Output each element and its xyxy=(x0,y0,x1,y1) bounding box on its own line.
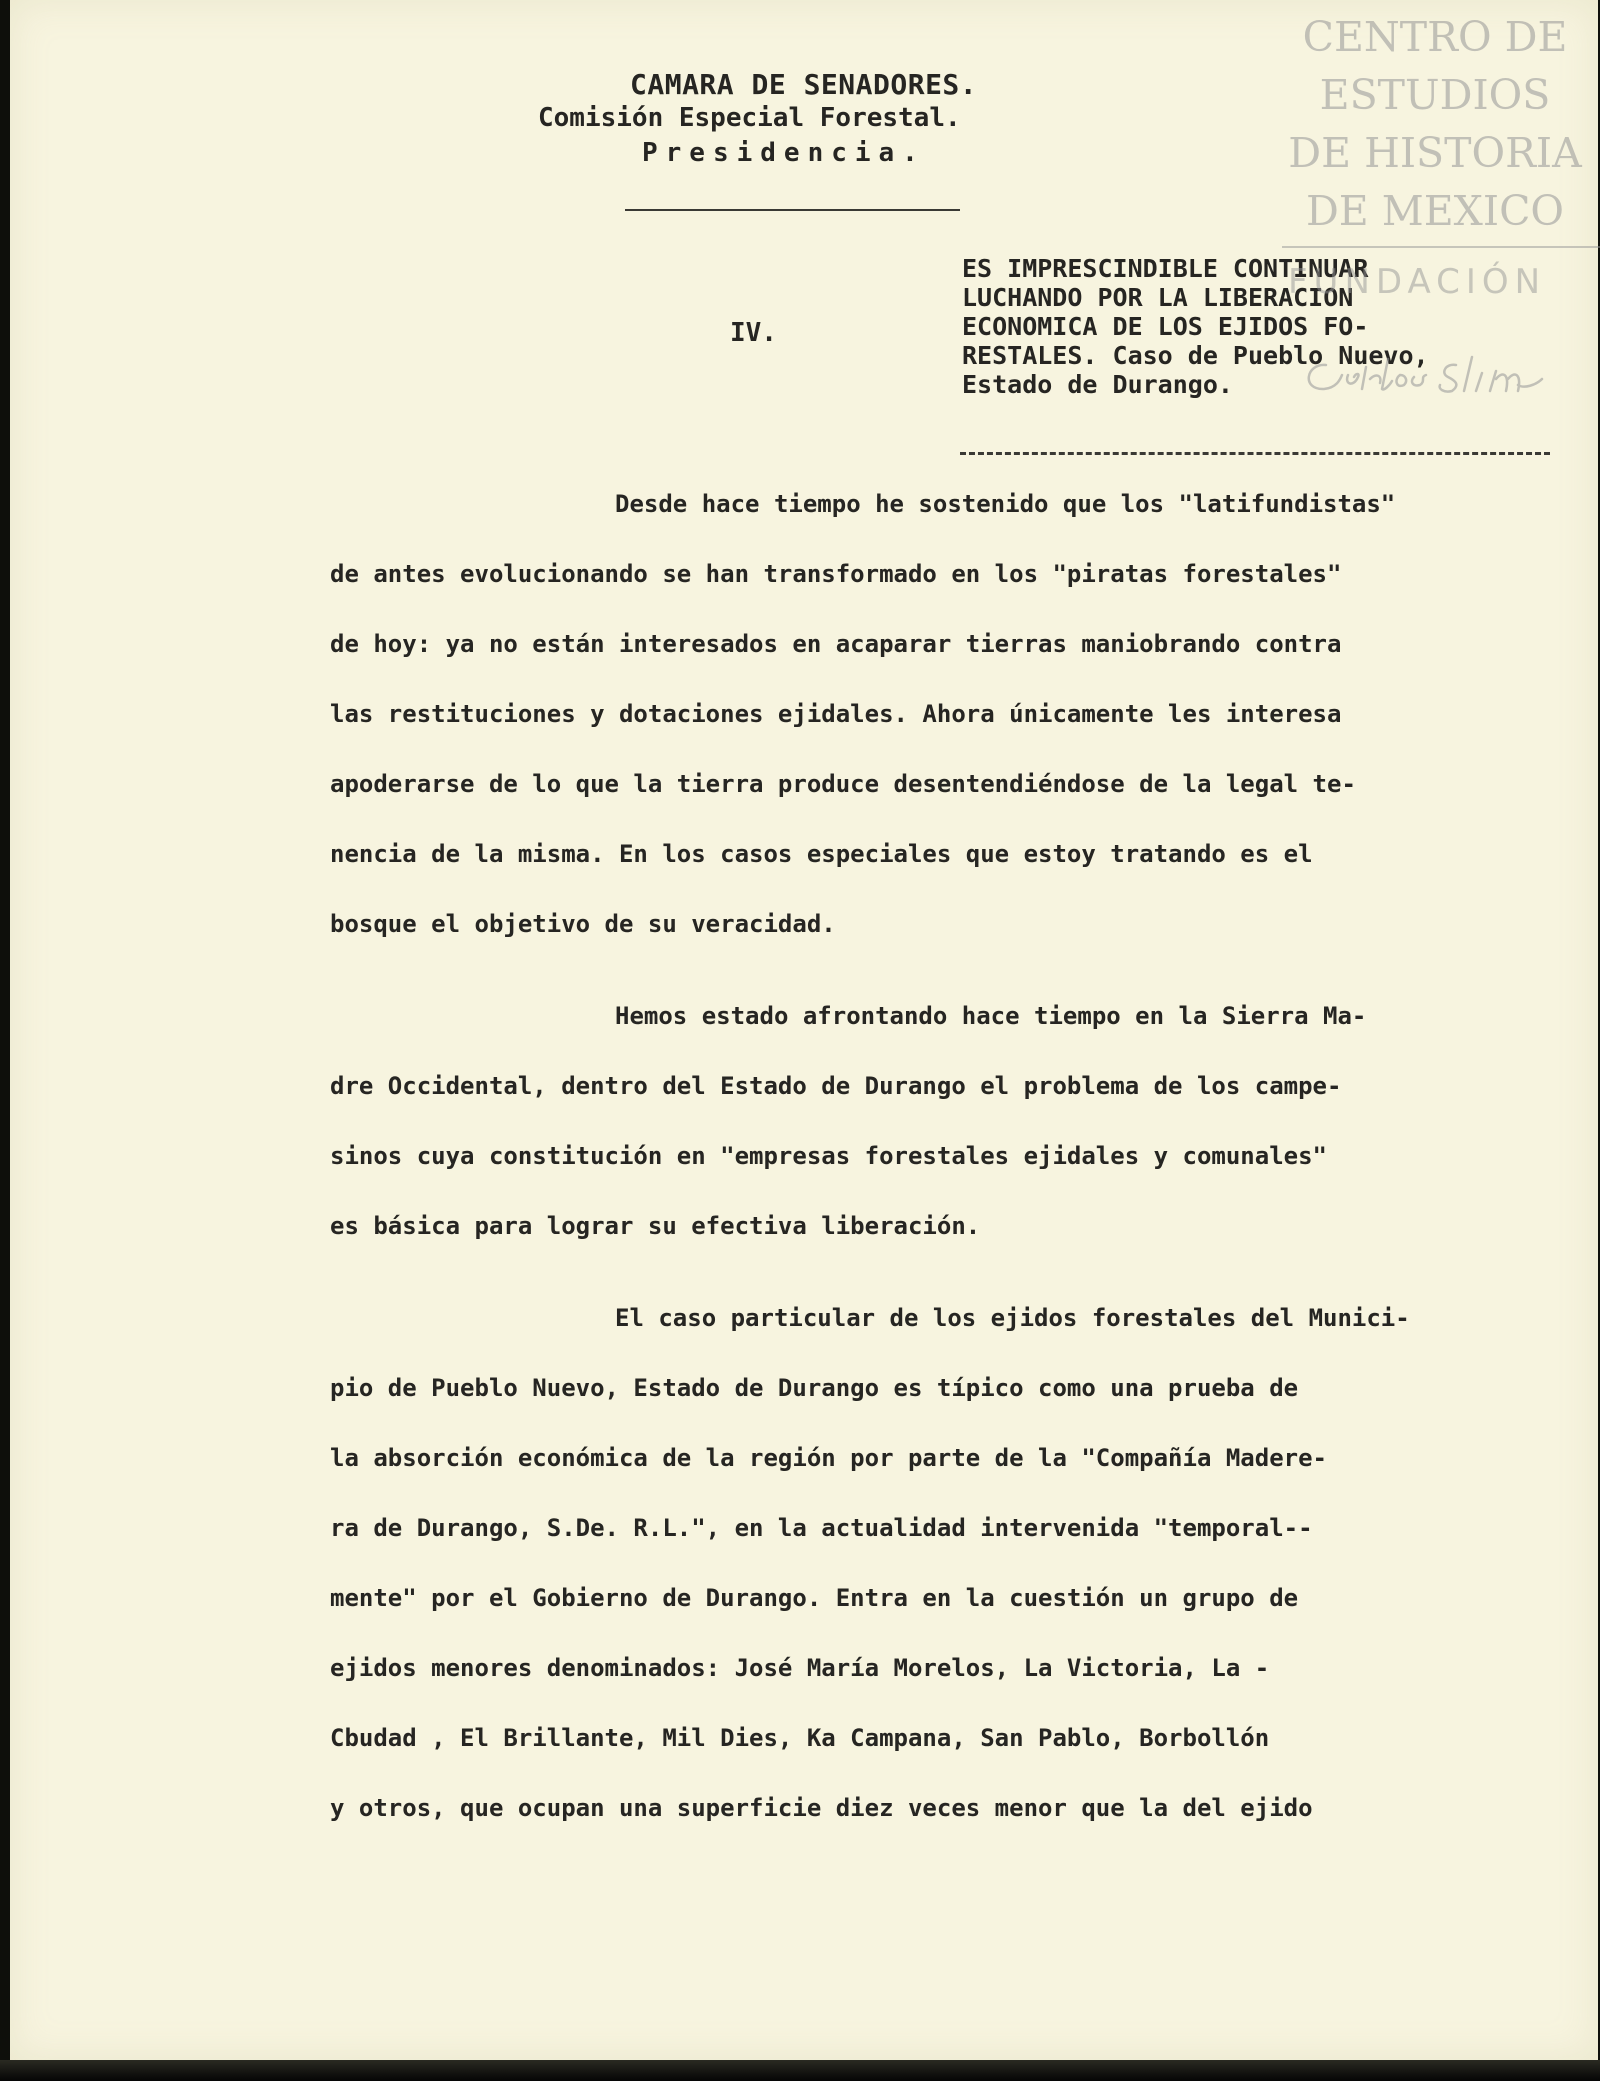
paragraph-3-line: ejidos menores denominados: José María Morelos, La Victoria, La - xyxy=(330,1654,1270,1682)
subject-dashed-rule xyxy=(960,452,1550,455)
watermark-line: ESTUDIOS xyxy=(1319,71,1551,119)
paragraph-1-line: las restituciones y dotaciones ejidales. Ahora únicamente les interesa xyxy=(330,700,1342,728)
body-text xyxy=(330,487,1490,1861)
paragraph-2-line: Hemos estado afrontando hace tiempo en la Sierra Ma- xyxy=(615,1002,1367,1030)
archive-watermark xyxy=(1280,8,1590,240)
paragraph-3-line: mente" por el Gobierno de Durango. Entra en la cuestión un grupo de xyxy=(330,1584,1299,1612)
paragraph-1-line: de hoy: ya no están interesados en acaparar tierras maniobrando contra xyxy=(330,630,1342,658)
paragraph-1-line: apoderarse de lo que la tierra produce desentendiéndose de la legal te- xyxy=(330,770,1356,798)
subject-line: ES IMPRESCINDIBLE CONTINUAR xyxy=(962,254,1369,283)
watermark-signature-icon xyxy=(1296,345,1596,405)
paragraph-3-line: pio de Pueblo Nuevo, Estado de Durango es típico como una prueba de xyxy=(330,1374,1299,1402)
paragraph-gap xyxy=(330,977,1490,999)
paragraph-1-line: de antes evolucionando se han transformado en los "piratas forestales" xyxy=(330,560,1342,588)
watermark-line: DE MEXICO xyxy=(1305,187,1565,235)
paragraph-1-line: nencia de la misma. En los casos especiales que estoy tratando es el xyxy=(330,840,1313,868)
paragraph-1-line: Desde hace tiempo he sostenido que los "latifundistas" xyxy=(615,490,1396,518)
scan-bottom-edge xyxy=(0,2060,1600,2081)
paragraph-2-line: dre Occidental, dentro del Estado de Durango el problema de los campe- xyxy=(330,1072,1342,1100)
paragraph-3-line: la absorción económica de la región por parte de la "Compañía Madere- xyxy=(330,1444,1327,1472)
letterhead-commission: Comisión Especial Forestal. xyxy=(538,103,961,133)
paragraph-3-line: y otros, que ocupan una superficie diez veces menor que la del ejido xyxy=(330,1794,1313,1822)
paragraph-2-line: es básica para lograr su efectiva liberación. xyxy=(330,1212,981,1240)
paragraph-2-line: sinos cuya constitución en "empresas forestales ejidales y comunales" xyxy=(330,1142,1327,1170)
paragraph-gap xyxy=(330,1279,1490,1301)
subject-line: ECONOMICA DE LOS EJIDOS FO- xyxy=(962,312,1369,341)
letterhead-chamber: CAMARA DE SENADORES. xyxy=(630,68,978,101)
paragraph-3-line: ra de Durango, S.De. R.L.", en la actualidad intervenida "temporal-- xyxy=(330,1514,1313,1542)
paragraph-3-line: Cbudad , El Brillante, Mil Dies, Ka Campana, San Pablo, Borbollón xyxy=(330,1724,1270,1752)
subject-line: LUCHANDO POR LA LIBERACION xyxy=(962,283,1354,312)
paragraph-3-line: El caso particular de los ejidos forestales del Munici- xyxy=(615,1304,1410,1332)
paragraph-1-line: bosque el objetivo de su veracidad. xyxy=(330,910,836,938)
watermark-line: CENTRO DE xyxy=(1302,13,1568,61)
watermark-line: DE HISTORIA xyxy=(1288,129,1582,177)
section-number: IV. xyxy=(730,318,777,348)
watermark-rule xyxy=(1282,246,1600,248)
subject-line: Estado de Durango. xyxy=(962,370,1233,399)
watermark-foundation: FUNDACIÓN xyxy=(1288,262,1547,302)
letterhead-underline xyxy=(625,209,960,211)
subject-line: RESTALES. Caso de Pueblo Nuevo, xyxy=(962,341,1429,370)
letterhead-presidency: Presidencia. xyxy=(642,138,926,168)
